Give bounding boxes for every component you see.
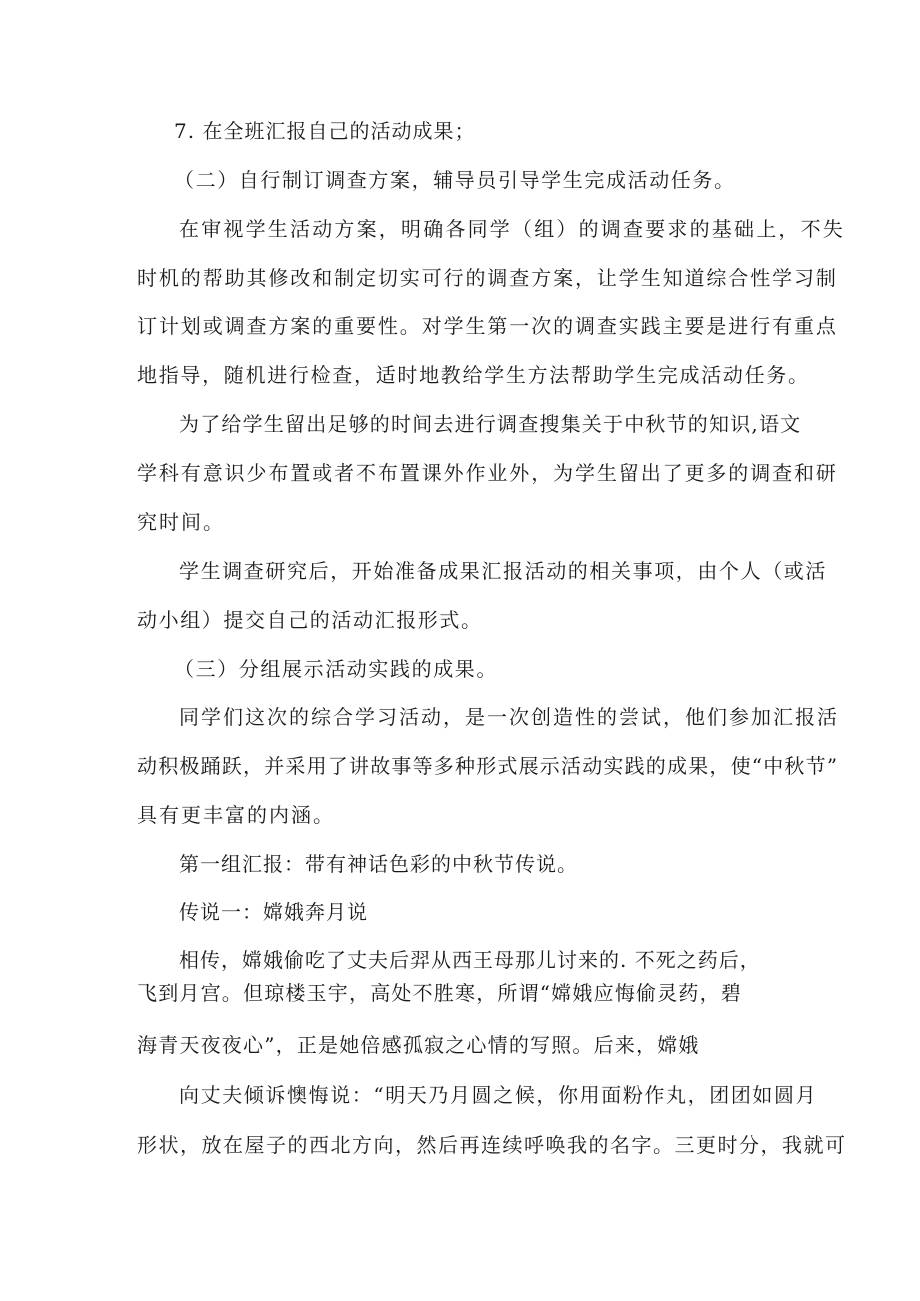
paragraph-line: 海青天夜夜心”，正是她倍感孤寂之心情的写照。后来，嫦娥 (137, 1033, 700, 1057)
paragraph-line: 究时间。 (137, 510, 225, 534)
paragraph-line: 同学们这次的综合学习活动，是一次创造性的尝试，他们参加汇报活 (179, 705, 839, 729)
paragraph-line: 学科有意识少布置或者不布置课外作业外，为学生留出了更多的调查和研 (137, 461, 838, 485)
paragraph-line: 在审视学生活动方案，明确各同学（组）的调查要求的基础上，不失 (179, 217, 845, 241)
paragraph-line: 相传，嫦娥偷吃了丈夫后羿从西王母那儿讨来的. 不死之药后， (179, 948, 761, 972)
paragraph-line: 形状，放在屋子的西北方向，然后再连续呼唤我的名字。三更时分，我就可 (137, 1133, 847, 1157)
legend-heading: 传说一：嫦娥奔月说 (179, 900, 368, 924)
paragraph-line: 订计划或调查方案的重要性。对学生第一次的调查实践主要是进行有重点 (137, 314, 838, 338)
paragraph-line: 飞到月宫。但琼楼玉宇，高处不胜寒，所谓“嫦娥应悔偷灵药，碧 (137, 981, 743, 1005)
list-item-7: 7. 在全班汇报自己的活动成果； (174, 119, 476, 143)
paragraph-line: 具有更丰富的内涵。 (137, 803, 335, 827)
paragraph-line: 向丈夫倾诉懊悔说：“明天乃月圆之候，你用面粉作丸，团团如圆月 (179, 1083, 818, 1107)
section-heading-2: （二）自行制订调查方案，辅导员引导学生完成活动任务。 (174, 168, 736, 192)
paragraph-line: 动小组）提交自己的活动汇报形式。 (137, 608, 483, 632)
paragraph-line: 地指导，随机进行检查，适时地教给学生方法帮助学生完成活动任务。 (137, 363, 810, 387)
paragraph-line: 学生调查研究后，开始准备成果汇报活动的相关事项，由个人（或活 (179, 559, 827, 583)
paragraph-line: 为了给学生留出足够的时间去进行调查搜集关于中秋节的知识,语文 (179, 412, 802, 436)
section-heading-3: （三）分组展示活动实践的成果。 (174, 657, 498, 681)
paragraph-line: 时机的帮助其修改和制定切实可行的调查方案，让学生知道综合性学习制 (137, 266, 838, 290)
paragraph-line: 动积极踊跃，并采用了讲故事等多种形式展示活动实践的成果，使“中秋节” (137, 754, 839, 778)
group-report-heading: 第一组汇报：带有神话色彩的中秋节传说。 (179, 852, 578, 876)
